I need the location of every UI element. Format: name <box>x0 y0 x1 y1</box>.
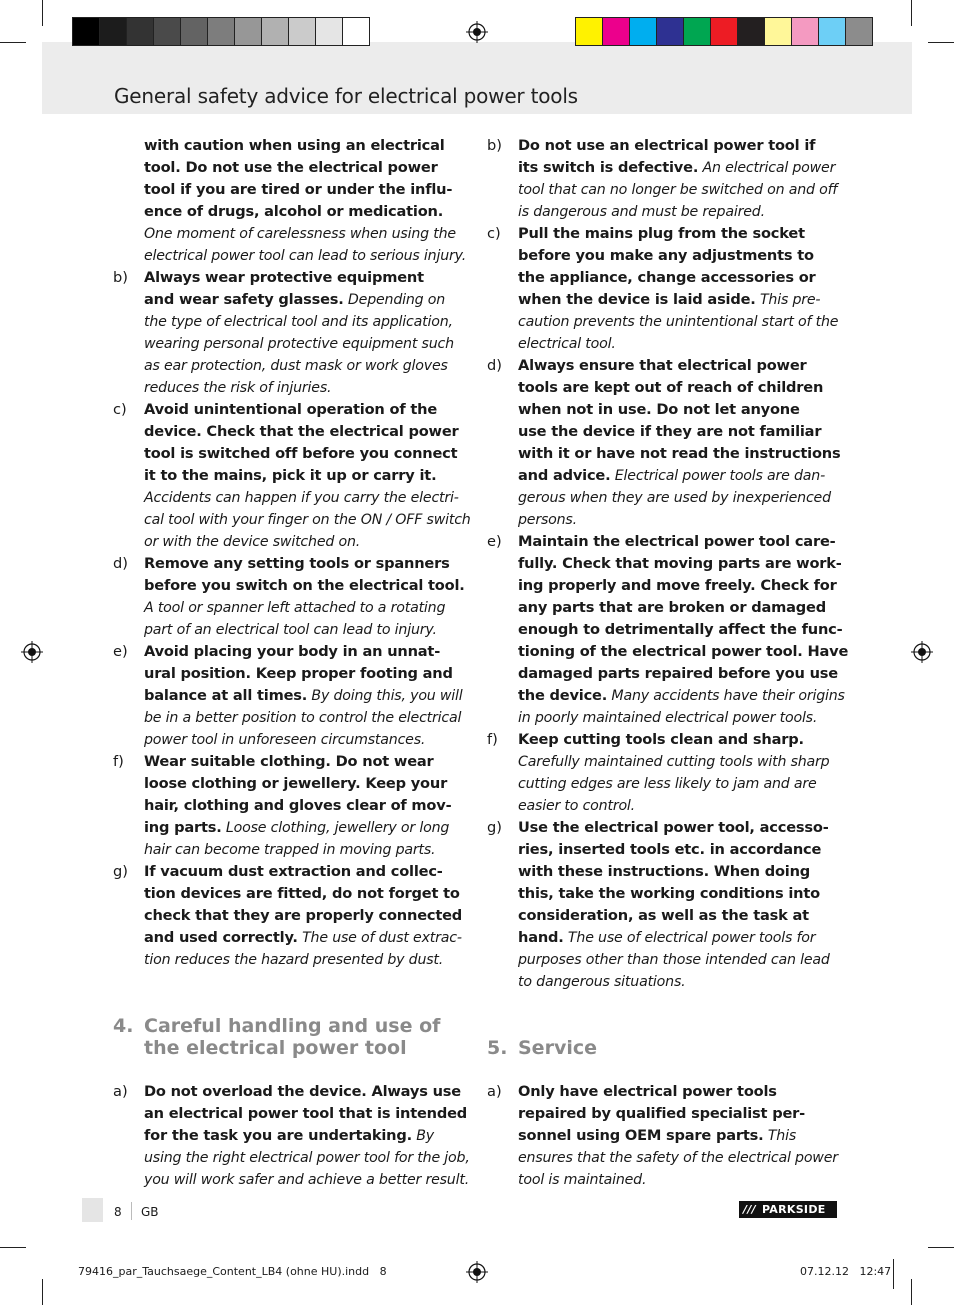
bold-text: use the device if they are not familiar <box>518 423 822 440</box>
text-line <box>518 355 840 377</box>
section-title-line: Service <box>518 1037 597 1059</box>
italic-text: in poorly maintained electrical power tools. <box>518 710 818 726</box>
text-line <box>144 795 465 817</box>
section-title-line: Careful handling and use of <box>144 1015 441 1037</box>
italic-text: wearing personal protective equipment such <box>144 336 454 352</box>
bold-text: and wear safety glasses. <box>144 291 344 308</box>
text-line <box>144 421 471 443</box>
bold-text: Keep cutting tools clean and sharp. <box>518 731 804 748</box>
bold-text: Always wear protective equipment <box>144 269 424 286</box>
text-line <box>144 751 465 773</box>
italic-text: cutting edges are less likely to jam and are <box>518 776 817 792</box>
list-item-body <box>144 553 465 641</box>
color-swatch <box>764 17 792 46</box>
text-line <box>518 883 839 905</box>
gray-swatch <box>72 17 100 46</box>
bold-text: tool if you are tired or under the influ- <box>144 181 453 198</box>
list-item <box>487 1081 839 1191</box>
bold-text: tools are kept out of reach of children <box>518 379 824 396</box>
text-line <box>144 1103 470 1125</box>
list-item-label: f) <box>487 731 498 748</box>
registration-mark-icon <box>466 21 488 43</box>
list-item-body <box>144 861 465 971</box>
color-swatch <box>602 17 630 46</box>
text-line <box>144 949 465 971</box>
italic-text: Electrical power tools are dan- <box>610 468 826 484</box>
text-line <box>518 949 839 971</box>
list-item <box>113 641 465 751</box>
text-line <box>518 1103 839 1125</box>
text-line <box>518 707 848 729</box>
italic-text: to dangerous situations. <box>518 974 686 990</box>
bold-text: ing parts. <box>144 819 222 836</box>
list-item <box>113 751 465 861</box>
text-line <box>518 597 848 619</box>
list-item <box>113 553 465 641</box>
text-line <box>518 157 839 179</box>
text-line <box>518 663 848 685</box>
italic-text: tool that can no longer be switched on and off <box>518 182 838 198</box>
list-item <box>487 223 839 355</box>
bold-text: tool is switched off before you connect <box>144 445 458 462</box>
crop-mark <box>928 1247 954 1248</box>
text-line <box>144 1169 470 1191</box>
italic-text: By <box>411 1128 435 1144</box>
text-line <box>518 201 839 223</box>
text-line <box>518 245 839 267</box>
gray-swatch <box>207 17 235 46</box>
gray-swatch <box>261 17 289 46</box>
print-slug-timestamp: 07.12.12 12:47 <box>800 1265 892 1278</box>
text-line <box>144 1147 470 1169</box>
crop-mark <box>42 0 43 26</box>
list-item-label: a) <box>487 1083 502 1100</box>
bold-text: sonnel using OEM spare parts. <box>518 1127 764 1144</box>
list-item-label: a) <box>113 1083 128 1100</box>
text-line <box>518 135 839 157</box>
text-line <box>144 487 471 509</box>
registration-mark-icon <box>466 1261 488 1283</box>
text-line <box>518 465 840 487</box>
italic-text: The use of dust extrac- <box>297 930 462 946</box>
text-line <box>518 905 839 927</box>
text-line <box>518 1147 839 1169</box>
italic-text: Carefully maintained cutting tools with sharp <box>518 754 830 770</box>
crop-mark <box>0 1247 26 1248</box>
color-swatch <box>656 17 684 46</box>
process-colorbar <box>575 17 872 46</box>
bold-text: Maintain the electrical power tool care- <box>518 533 836 550</box>
bold-text: hair, clothing and gloves clear of mov- <box>144 797 452 814</box>
text-line <box>144 553 465 575</box>
bold-text: Avoid placing your body in an unnat- <box>144 643 441 660</box>
bold-text: Always ensure that electrical power <box>518 357 807 374</box>
text-line <box>518 421 840 443</box>
color-swatch <box>845 17 873 46</box>
text-line <box>518 861 839 883</box>
italic-text: power tool in unforeseen circumstances. <box>144 732 426 748</box>
text-line <box>518 509 840 531</box>
list-item-label: b) <box>487 137 502 154</box>
text-line <box>144 509 471 531</box>
gray-swatch <box>153 17 181 46</box>
text-line <box>518 267 839 289</box>
text-line <box>518 333 839 355</box>
italic-text: One moment of carelessness when using the <box>144 226 456 242</box>
italic-text: Depending on <box>343 292 446 308</box>
italic-text: purposes other than those intended can lead <box>518 952 830 968</box>
bold-text: If vacuum dust extraction and collec- <box>144 863 443 880</box>
italic-text: as ear protection, dust mask or work gloves <box>144 358 448 374</box>
italic-text: reduces the risk of injuries. <box>144 380 332 396</box>
text-line <box>144 333 465 355</box>
text-line <box>518 487 840 509</box>
section-title-line: the electrical power tool <box>144 1037 407 1059</box>
bold-text: damaged parts repaired before you use <box>518 665 838 682</box>
italic-text: part of an electrical tool can lead to injury. <box>144 622 437 638</box>
italic-text: persons. <box>518 512 577 528</box>
text-line <box>144 377 465 399</box>
left-column <box>113 135 471 1191</box>
italic-text: An electrical power <box>698 160 836 176</box>
list-item-label: g) <box>113 863 128 880</box>
italic-text: electrical tool. <box>518 336 616 352</box>
text-line <box>518 399 840 421</box>
text-line <box>144 883 465 905</box>
list-item-label: c) <box>487 225 501 242</box>
logo-slashes: /// <box>743 1203 756 1216</box>
gray-swatch <box>180 17 208 46</box>
text-line <box>518 575 848 597</box>
crop-mark <box>911 1279 912 1305</box>
bold-text: the appliance, change accessories or <box>518 269 816 286</box>
italic-text: easier to control. <box>518 798 635 814</box>
italic-text: using the right electrical power tool for the job, <box>144 1150 470 1166</box>
gray-swatch <box>315 17 343 46</box>
bold-text: consideration, as well as the task at <box>518 907 809 924</box>
bold-text: tion devices are fitted, do not forget to <box>144 885 460 902</box>
list-item <box>487 817 839 993</box>
text-line <box>518 839 839 861</box>
italic-text: Many accidents have their origins <box>607 688 845 704</box>
crop-mark <box>42 1279 43 1305</box>
intro-paragraph <box>113 135 465 267</box>
italic-text: cal tool with your finger on the ON / OFF switch <box>144 512 471 528</box>
language-code: GB <box>141 1205 159 1219</box>
grayscale-colorbar <box>72 17 369 46</box>
text-line <box>518 729 839 751</box>
registration-mark-icon <box>21 641 43 663</box>
italic-text: This <box>763 1128 797 1144</box>
list-item <box>113 1081 470 1191</box>
text-line <box>144 267 465 289</box>
list-item <box>113 861 465 971</box>
italic-text: By doing this, you will <box>307 688 463 704</box>
text-line <box>518 223 839 245</box>
page-number: 8 <box>114 1205 122 1219</box>
gray-swatch <box>99 17 127 46</box>
color-swatch <box>791 17 819 46</box>
text-line <box>518 377 840 399</box>
section-heading-4: 4. Careful handling and use of the electrical power tool <box>113 1015 441 1059</box>
text-line <box>144 663 465 685</box>
bold-text: an electrical power tool that is intended <box>144 1105 468 1122</box>
list-item-body <box>144 1081 470 1191</box>
bold-text: Pull the mains plug from the socket <box>518 225 805 242</box>
text-line <box>144 399 471 421</box>
color-swatch <box>818 17 846 46</box>
bold-text: this, take the working conditions into <box>518 885 820 902</box>
list-item <box>487 355 839 531</box>
bold-text: when the device is laid aside. <box>518 291 756 308</box>
list-item-label: e) <box>113 643 128 660</box>
bold-text: its switch is defective. <box>518 159 699 176</box>
text-line <box>518 1125 839 1147</box>
text-line <box>518 927 839 949</box>
list-item <box>113 399 471 553</box>
list-item-body <box>144 751 465 861</box>
text-line <box>518 553 848 575</box>
text-line <box>144 641 465 663</box>
list-item-body <box>144 641 465 751</box>
list-item-body <box>518 135 839 223</box>
list-item-body <box>518 729 839 817</box>
bold-text: it to the mains, pick it up or carry it. <box>144 467 437 484</box>
text-line <box>144 927 465 949</box>
bold-text: and used correctly. <box>144 929 298 946</box>
crop-mark <box>928 42 954 43</box>
text-line <box>144 861 465 883</box>
gray-swatch <box>288 17 316 46</box>
color-swatch <box>710 17 738 46</box>
list-item-body <box>518 817 839 993</box>
text-line <box>518 531 848 553</box>
text-line <box>144 619 465 641</box>
italic-text: caution prevents the unintentional start of the <box>518 314 839 330</box>
parkside-logo <box>739 1201 837 1218</box>
print-slug-filename: 79416_par_Tauchsaege_Content_LB4 (ohne HU).indd 8 <box>78 1265 387 1278</box>
text-line <box>144 443 471 465</box>
bold-text: fully. Check that moving parts are work- <box>518 555 842 572</box>
list-item-label: c) <box>113 401 127 418</box>
italic-text: you will work safer and achieve a better result. <box>144 1172 469 1188</box>
footer-divider <box>131 1202 132 1220</box>
list-item <box>487 729 839 817</box>
list-item <box>487 135 839 223</box>
text-line <box>518 685 848 707</box>
bold-text: tool. Do not use the electrical power <box>144 159 438 176</box>
bold-text: ries, inserted tools etc. in accordance <box>518 841 822 858</box>
text-line <box>144 289 465 311</box>
text-line <box>518 443 840 465</box>
bold-text: the device. <box>518 687 608 704</box>
list-item-label: d) <box>487 357 502 374</box>
italic-text: A tool or spanner left attached to a rotating <box>144 600 446 616</box>
text-line <box>144 905 465 927</box>
bold-text: Only have electrical power tools <box>518 1083 777 1100</box>
bold-text: enough to detrimentally affect the func- <box>518 621 843 638</box>
list-item <box>487 531 849 729</box>
text-line <box>518 289 839 311</box>
bold-text: Avoid unintentional operation of the <box>144 401 438 418</box>
section-heading-5: 5. Service <box>487 1037 597 1059</box>
text-line <box>144 597 465 619</box>
color-swatch <box>737 17 765 46</box>
italic-text: This pre- <box>755 292 821 308</box>
text-line <box>518 1081 839 1103</box>
bold-text: before you switch on the electrical tool. <box>144 577 465 594</box>
bold-text: Remove any setting tools or spanners <box>144 555 450 572</box>
bold-text: Do not overload the device. Always use <box>144 1083 461 1100</box>
italic-text: or with the device switched on. <box>144 534 361 550</box>
bold-text: Wear suitable clothing. Do not wear <box>144 753 434 770</box>
text-line <box>518 619 848 641</box>
list-item-label: b) <box>113 269 128 286</box>
logo-text: PARKSIDE <box>761 1203 826 1216</box>
list-item-label: g) <box>487 819 502 836</box>
bold-text: loose clothing or jewellery. Keep your <box>144 775 448 792</box>
text-line <box>144 685 465 707</box>
gray-swatch <box>234 17 262 46</box>
text-line <box>144 355 465 377</box>
text-line <box>518 795 839 817</box>
gray-swatch <box>342 17 370 46</box>
list-item-body <box>518 1081 839 1191</box>
text-line <box>144 1125 470 1147</box>
italic-text: the type of electrical tool and its application, <box>144 314 453 330</box>
color-swatch <box>629 17 657 46</box>
text-line <box>144 707 465 729</box>
bold-text: ing properly and move freely. Check for <box>518 577 837 594</box>
bold-text: when not in use. Do not let anyone <box>518 401 800 418</box>
text-line <box>518 311 839 333</box>
italic-text: electrical power tool can lead to serious injury. <box>144 248 467 264</box>
page-number-box <box>82 1198 103 1222</box>
text-line <box>144 575 465 597</box>
text-line <box>144 817 465 839</box>
bold-text: Use the electrical power tool, accesso- <box>518 819 829 836</box>
bold-text: any parts that are broken or damaged <box>518 599 826 616</box>
bold-text: balance at all times. <box>144 687 308 704</box>
color-swatch <box>575 17 603 46</box>
text-line <box>518 179 839 201</box>
bold-text: with caution when using an electrical <box>144 137 445 154</box>
bold-text: Do not use an electrical power tool if <box>518 137 816 154</box>
bold-text: and advice. <box>518 467 611 484</box>
italic-text: The use of electrical power tools for <box>563 930 816 946</box>
list-item-body <box>144 399 471 553</box>
page-title: General safety advice for electrical power tools <box>114 84 578 108</box>
right-column <box>487 135 849 1191</box>
italic-text: gerous when they are used by inexperienced <box>518 490 831 506</box>
gray-swatch <box>126 17 154 46</box>
text-line <box>144 839 465 861</box>
list-item-body <box>518 223 839 355</box>
italic-text: is dangerous and must be repaired. <box>518 204 765 220</box>
bold-text: with it or have not read the instructions <box>518 445 841 462</box>
italic-text: be in a better position to control the electrical <box>144 710 462 726</box>
list-item-body <box>144 267 465 399</box>
italic-text: tion reduces the hazard presented by dust. <box>144 952 444 968</box>
bold-text: before you make any adjustments to <box>518 247 814 264</box>
text-line <box>518 641 848 663</box>
bold-text: repaired by qualified specialist per- <box>518 1105 805 1122</box>
crop-mark <box>893 1259 894 1289</box>
text-line <box>518 971 839 993</box>
text-line <box>144 465 471 487</box>
italic-text: ensures that the safety of the electrical power <box>518 1150 838 1166</box>
list-item-body <box>518 531 848 729</box>
bold-text: check that they are properly connected <box>144 907 463 924</box>
crop-mark <box>0 42 26 43</box>
text-line <box>518 817 839 839</box>
italic-text: hair can become trapped in moving parts. <box>144 842 436 858</box>
crop-mark <box>911 0 912 26</box>
text-line <box>144 729 465 751</box>
italic-text: Accidents can happen if you carry the electri- <box>144 490 459 506</box>
color-swatch <box>683 17 711 46</box>
italic-text: tool is maintained. <box>518 1172 647 1188</box>
bold-text: ence of drugs, alcohol or medication. <box>144 203 444 220</box>
bold-text: hand. <box>518 929 564 946</box>
list-item-body <box>518 355 840 531</box>
bold-text: device. Check that the electrical power <box>144 423 459 440</box>
italic-text: Loose clothing, jewellery or long <box>221 820 450 836</box>
bold-text: with these instructions. When doing <box>518 863 811 880</box>
bold-text: for the task you are undertaking. <box>144 1127 412 1144</box>
text-line <box>144 773 465 795</box>
text-line <box>518 773 839 795</box>
registration-mark-icon <box>911 641 933 663</box>
list-item-label: e) <box>487 533 502 550</box>
bold-text: ural position. Keep proper footing and <box>144 665 453 682</box>
list-item-label: f) <box>113 753 124 770</box>
bold-text: tioning of the electrical power tool. Have <box>518 643 849 660</box>
text-line <box>144 311 465 333</box>
text-line <box>518 1169 839 1191</box>
text-line <box>518 751 839 773</box>
text-line <box>144 531 471 553</box>
list-item <box>113 267 465 399</box>
text-line <box>144 1081 470 1103</box>
list-item-label: d) <box>113 555 128 572</box>
